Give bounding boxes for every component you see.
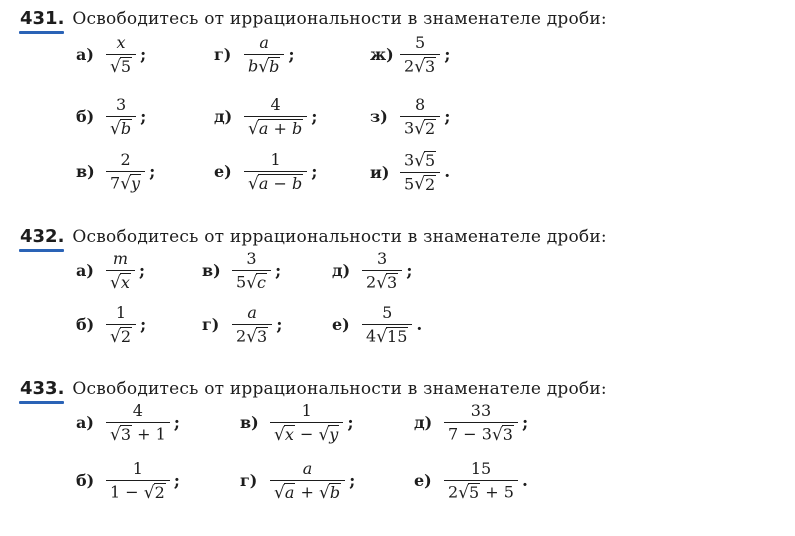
punctuation: ;: [311, 106, 318, 127]
fraction: [270, 402, 343, 444]
fraction: [444, 460, 518, 502]
denominator: 2 √ 3: [362, 270, 402, 292]
exercise-item: [370, 34, 451, 76]
exercise-item: [76, 96, 146, 138]
numerator: 3: [377, 249, 388, 268]
punctuation: ;: [275, 260, 282, 281]
item-label: а): [76, 413, 94, 433]
exercise-item: [202, 304, 283, 346]
numerator: 8: [415, 95, 426, 114]
exercise-item: [214, 151, 318, 193]
item-label: а): [76, 261, 94, 281]
exercise-item: [332, 250, 413, 292]
exercise-item: [76, 304, 146, 346]
punctuation: ;: [138, 260, 146, 281]
punctuation: ;: [149, 161, 156, 182]
denominator: 4 √ 15: [362, 324, 412, 346]
punctuation: ;: [444, 106, 451, 127]
denominator: 5 √ 2: [400, 172, 440, 194]
exercise-item: [76, 402, 180, 444]
item-label: г): [240, 471, 258, 491]
denominator: 3 √ 2: [400, 116, 440, 138]
numerator: 4: [270, 95, 281, 114]
exercise-item: [240, 460, 355, 502]
denominator: 2 √ 3: [400, 54, 440, 76]
punctuation: ;: [521, 412, 529, 433]
fraction: [244, 34, 284, 76]
numerator: m: [112, 249, 129, 268]
exercise-item: [370, 151, 450, 193]
punctuation: ;: [140, 44, 147, 65]
numerator: x: [116, 33, 126, 52]
item-label: б): [76, 107, 95, 127]
problem-number: 431.: [20, 8, 65, 29]
denominator: b √ b: [244, 54, 284, 76]
punctuation: ;: [276, 314, 283, 335]
fraction: [400, 34, 440, 76]
denominator: 1 − √ 2: [106, 480, 170, 502]
punctuation: ;: [349, 470, 356, 491]
denominator: √ x − √ y: [270, 422, 343, 444]
item-label: в): [76, 162, 95, 182]
numerator: 4: [132, 401, 143, 420]
fraction: [106, 34, 136, 76]
denominator: √ b: [106, 116, 136, 138]
problem-title: Освободитесь от иррациональности в знаменателе дроби:: [72, 379, 607, 399]
numerator: 3: [246, 249, 257, 268]
item-label: з): [370, 107, 388, 127]
punctuation: .: [521, 470, 528, 491]
item-label: г): [214, 45, 232, 65]
numerator: 33: [470, 401, 492, 420]
item-label: б): [76, 471, 95, 491]
punctuation: ;: [311, 161, 318, 182]
fraction: [400, 151, 440, 193]
punctuation: .: [416, 314, 423, 335]
numerator: 1: [270, 150, 281, 169]
item-label: г): [202, 315, 220, 335]
punctuation: ;: [140, 314, 147, 335]
punctuation: ;: [406, 260, 413, 281]
problem-header: [20, 8, 607, 29]
exercise-item: [370, 96, 451, 138]
denominator: √ 2: [106, 324, 136, 346]
fraction: [244, 96, 307, 138]
denominator: 5 √ c: [232, 270, 271, 292]
fraction: [444, 402, 518, 444]
denominator: 7 √ y: [106, 171, 145, 193]
fraction: [106, 304, 136, 346]
item-label: в): [202, 261, 221, 281]
denominator: 7 − 3 √ 3: [444, 422, 518, 444]
fraction: [232, 304, 272, 346]
fraction: [106, 250, 135, 292]
punctuation: ;: [444, 44, 451, 65]
numerator: 15: [470, 459, 492, 478]
fraction: [106, 402, 170, 444]
item-label: и): [370, 162, 390, 182]
exercise-item: [76, 151, 155, 193]
item-label: д): [414, 413, 433, 433]
fraction: [270, 460, 345, 502]
numerator: a: [302, 459, 313, 478]
item-label: е): [414, 471, 432, 491]
item-label: е): [332, 315, 350, 335]
item-label: б): [76, 315, 95, 335]
problem-header: [20, 378, 607, 399]
punctuation: ;: [173, 470, 181, 491]
fraction: [362, 304, 412, 346]
numerator: 3 √ 5: [404, 150, 436, 171]
fraction: [106, 460, 170, 502]
punctuation: ;: [140, 106, 147, 127]
fraction: [400, 96, 440, 138]
exercise-item: [414, 460, 528, 502]
numerator: 5: [415, 33, 426, 52]
denominator: √ 3 + 1: [106, 422, 170, 444]
punctuation: ;: [173, 412, 181, 433]
item-label: ж): [370, 45, 394, 65]
exercise-item: [214, 96, 318, 138]
numerator: 1: [132, 459, 143, 478]
numerator: 1: [115, 303, 127, 322]
fraction: [362, 250, 402, 292]
exercise-item: [76, 460, 180, 502]
fraction: [106, 96, 136, 138]
item-label: е): [214, 162, 232, 182]
punctuation: ;: [288, 44, 295, 65]
item-label: в): [240, 413, 259, 433]
numerator: 5: [382, 303, 393, 322]
exercise-item: [202, 250, 281, 292]
numerator: a: [247, 303, 257, 322]
problem-title: Освободитесь от иррациональности в знаменателе дроби:: [72, 9, 607, 29]
exercise-item: [240, 402, 354, 444]
item-label: а): [76, 45, 94, 65]
numerator: a: [259, 33, 269, 52]
denominator: √ x: [106, 270, 135, 292]
item-label: д): [332, 261, 351, 281]
numerator: 3: [115, 95, 127, 114]
denominator: √ a + √ b: [270, 480, 345, 502]
exercise-item: [76, 34, 146, 76]
problem-header: [20, 226, 607, 247]
problem-number: 432.: [20, 226, 65, 247]
denominator: √ a + b: [244, 116, 307, 138]
exercise-item: [214, 34, 295, 76]
punctuation: ;: [347, 412, 354, 433]
fraction: [232, 250, 271, 292]
exercise-item: [414, 402, 528, 444]
numerator: 2: [120, 150, 131, 169]
denominator: 2 √ 5 + 5: [444, 480, 518, 502]
denominator: √ a − b: [244, 171, 307, 193]
fraction: [244, 151, 307, 193]
denominator: 2 √ 3: [232, 324, 272, 346]
exercise-item: [332, 304, 422, 346]
problem-title: Освободитесь от иррациональности в знаменателе дроби:: [72, 227, 607, 247]
item-label: д): [214, 107, 233, 127]
fraction: [106, 151, 145, 193]
numerator: 1: [301, 401, 312, 420]
punctuation: .: [444, 162, 451, 183]
problem-number: 433.: [20, 378, 65, 399]
exercise-item: [76, 250, 145, 292]
denominator: √ 5: [106, 54, 136, 76]
